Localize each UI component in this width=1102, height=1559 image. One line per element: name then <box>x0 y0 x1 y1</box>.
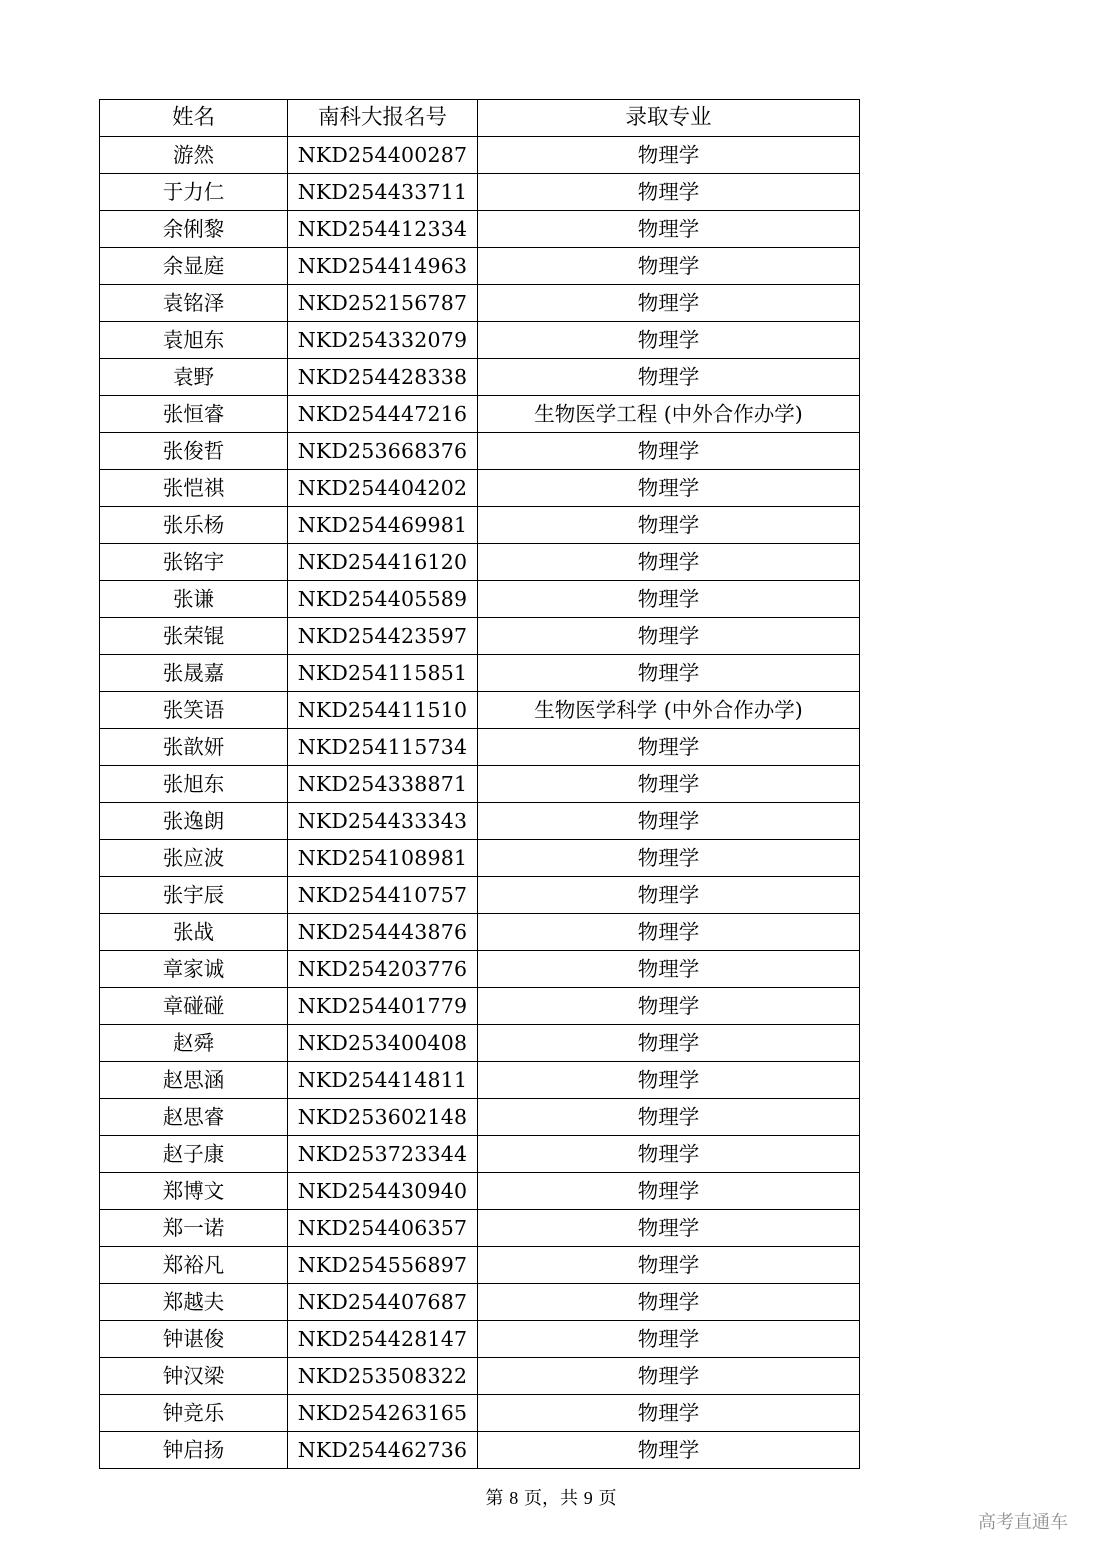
cell-application-id: NKD254443876 <box>288 914 478 951</box>
cell-application-id: NKD254469981 <box>288 507 478 544</box>
table-header-row <box>100 100 860 137</box>
cell-name: 张歆妍 <box>100 729 288 766</box>
cell-major: 物理学 <box>478 951 860 988</box>
cell-application-id: NKD254412334 <box>288 211 478 248</box>
cell-major: 物理学 <box>478 840 860 877</box>
cell-major: 物理学 <box>478 988 860 1025</box>
cell-application-id: NKD253723344 <box>288 1136 478 1173</box>
cell-major: 物理学 <box>478 507 860 544</box>
cell-name: 张荣锟 <box>100 618 288 655</box>
table-row <box>100 322 860 359</box>
cell-major: 物理学 <box>478 1321 860 1358</box>
footer-middle: 页，共 <box>524 1488 578 1509</box>
cell-name: 张逸朗 <box>100 803 288 840</box>
cell-major: 物理学 <box>478 1395 860 1432</box>
cell-application-id: NKD254332079 <box>288 322 478 359</box>
cell-application-id: NKD254263165 <box>288 1395 478 1432</box>
cell-application-id: NKD252156787 <box>288 285 478 322</box>
table-row <box>100 988 860 1025</box>
table-row <box>100 729 860 766</box>
cell-application-id: NKD254447216 <box>288 396 478 433</box>
cell-name: 袁野 <box>100 359 288 396</box>
cell-name: 袁铭泽 <box>100 285 288 322</box>
cell-major: 物理学 <box>478 137 860 174</box>
table-header <box>100 100 860 137</box>
table-row <box>100 877 860 914</box>
table-row <box>100 803 860 840</box>
table-row <box>100 1136 860 1173</box>
cell-application-id: NKD254416120 <box>288 544 478 581</box>
cell-name: 游然 <box>100 137 288 174</box>
table-row <box>100 840 860 877</box>
table-row <box>100 211 860 248</box>
cell-application-id: NKD254407687 <box>288 1284 478 1321</box>
cell-major: 物理学 <box>478 359 860 396</box>
cell-name: 张宇辰 <box>100 877 288 914</box>
cell-application-id: NKD254404202 <box>288 470 478 507</box>
cell-major: 生物医学科学 (中外合作办学) <box>478 692 860 729</box>
cell-name: 郑越夫 <box>100 1284 288 1321</box>
roster-table-wrapper <box>99 99 859 1469</box>
footer-prefix: 第 <box>485 1488 504 1509</box>
cell-name: 赵舜 <box>100 1025 288 1062</box>
page-footer <box>0 1484 1102 1510</box>
cell-major: 物理学 <box>478 1136 860 1173</box>
table-row <box>100 174 860 211</box>
table-row <box>100 1210 860 1247</box>
cell-major: 物理学 <box>478 914 860 951</box>
cell-major: 物理学 <box>478 211 860 248</box>
cell-application-id: NKD254405589 <box>288 581 478 618</box>
table-row <box>100 1062 860 1099</box>
cell-major: 物理学 <box>478 1062 860 1099</box>
cell-major: 物理学 <box>478 803 860 840</box>
cell-name: 赵思睿 <box>100 1099 288 1136</box>
cell-application-id: NKD253400408 <box>288 1025 478 1062</box>
cell-application-id: NKD253508322 <box>288 1358 478 1395</box>
column-header-major: 录取专业 <box>478 100 860 137</box>
cell-application-id: NKD253668376 <box>288 433 478 470</box>
cell-application-id: NKD254414811 <box>288 1062 478 1099</box>
footer-suffix: 页 <box>598 1488 617 1509</box>
cell-major: 物理学 <box>478 766 860 803</box>
cell-name: 余俐黎 <box>100 211 288 248</box>
watermark-text: 高考直通车 <box>978 1512 1068 1533</box>
cell-name: 钟谌俊 <box>100 1321 288 1358</box>
cell-name: 郑博文 <box>100 1173 288 1210</box>
table-row <box>100 655 860 692</box>
column-header-application-id: 南科大报名号 <box>288 100 478 137</box>
table-row <box>100 433 860 470</box>
cell-application-id: NKD254406357 <box>288 1210 478 1247</box>
cell-name: 郑裕凡 <box>100 1247 288 1284</box>
table-row <box>100 914 860 951</box>
table-row <box>100 1099 860 1136</box>
cell-major: 物理学 <box>478 470 860 507</box>
cell-application-id: NKD253602148 <box>288 1099 478 1136</box>
cell-name: 赵子康 <box>100 1136 288 1173</box>
table-row <box>100 285 860 322</box>
table-row <box>100 1284 860 1321</box>
cell-major: 物理学 <box>478 1358 860 1395</box>
cell-major: 物理学 <box>478 581 860 618</box>
cell-name: 张谦 <box>100 581 288 618</box>
cell-application-id: NKD254428338 <box>288 359 478 396</box>
table-row <box>100 359 860 396</box>
cell-application-id: NKD254115734 <box>288 729 478 766</box>
cell-name: 章碰碰 <box>100 988 288 1025</box>
cell-major: 物理学 <box>478 618 860 655</box>
cell-name: 于力仁 <box>100 174 288 211</box>
cell-application-id: NKD254462736 <box>288 1432 478 1469</box>
cell-application-id: NKD254400287 <box>288 137 478 174</box>
footer-page-number: 8 <box>509 1488 519 1508</box>
cell-major: 物理学 <box>478 729 860 766</box>
cell-name: 张应波 <box>100 840 288 877</box>
table-row <box>100 470 860 507</box>
table-row <box>100 1432 860 1469</box>
cell-name: 钟启扬 <box>100 1432 288 1469</box>
cell-major: 物理学 <box>478 544 860 581</box>
table-row <box>100 951 860 988</box>
table-row <box>100 137 860 174</box>
cell-name: 张晟嘉 <box>100 655 288 692</box>
table-row <box>100 1358 860 1395</box>
column-header-name: 姓名 <box>100 100 288 137</box>
table-body <box>100 137 860 1469</box>
table-row <box>100 766 860 803</box>
table-row <box>100 396 860 433</box>
footer-total-pages: 9 <box>583 1488 593 1508</box>
cell-application-id: NKD254411510 <box>288 692 478 729</box>
cell-name: 袁旭东 <box>100 322 288 359</box>
roster-table <box>99 99 860 1469</box>
cell-name: 张旭东 <box>100 766 288 803</box>
table-row <box>100 618 860 655</box>
cell-application-id: NKD254423597 <box>288 618 478 655</box>
cell-major: 物理学 <box>478 285 860 322</box>
cell-application-id: NKD254401779 <box>288 988 478 1025</box>
cell-name: 赵思涵 <box>100 1062 288 1099</box>
table-row <box>100 1247 860 1284</box>
cell-major: 物理学 <box>478 1432 860 1469</box>
cell-major: 物理学 <box>478 1284 860 1321</box>
cell-major: 物理学 <box>478 248 860 285</box>
cell-major: 生物医学工程 (中外合作办学) <box>478 396 860 433</box>
cell-major: 物理学 <box>478 433 860 470</box>
table-row <box>100 1025 860 1062</box>
cell-name: 张铭宇 <box>100 544 288 581</box>
table-row <box>100 581 860 618</box>
table-row <box>100 248 860 285</box>
table-row <box>100 1173 860 1210</box>
cell-name: 张俊哲 <box>100 433 288 470</box>
cell-major: 物理学 <box>478 1025 860 1062</box>
cell-name: 钟汉梁 <box>100 1358 288 1395</box>
cell-major: 物理学 <box>478 322 860 359</box>
cell-major: 物理学 <box>478 1099 860 1136</box>
cell-application-id: NKD254428147 <box>288 1321 478 1358</box>
cell-name: 张恒睿 <box>100 396 288 433</box>
table-row <box>100 692 860 729</box>
cell-application-id: NKD254414963 <box>288 248 478 285</box>
table-row <box>100 544 860 581</box>
cell-name: 张恺祺 <box>100 470 288 507</box>
cell-name: 张笑语 <box>100 692 288 729</box>
cell-name: 章家诚 <box>100 951 288 988</box>
cell-major: 物理学 <box>478 174 860 211</box>
cell-application-id: NKD254433711 <box>288 174 478 211</box>
cell-major: 物理学 <box>478 877 860 914</box>
table-row <box>100 1395 860 1432</box>
cell-application-id: NKD254108981 <box>288 840 478 877</box>
cell-name: 郑一诺 <box>100 1210 288 1247</box>
cell-application-id: NKD254338871 <box>288 766 478 803</box>
cell-application-id: NKD254556897 <box>288 1247 478 1284</box>
cell-application-id: NKD254430940 <box>288 1173 478 1210</box>
cell-major: 物理学 <box>478 655 860 692</box>
cell-name: 张战 <box>100 914 288 951</box>
table-row <box>100 1321 860 1358</box>
cell-application-id: NKD254410757 <box>288 877 478 914</box>
cell-application-id: NKD254203776 <box>288 951 478 988</box>
table-row <box>100 507 860 544</box>
cell-application-id: NKD254433343 <box>288 803 478 840</box>
cell-name: 钟竞乐 <box>100 1395 288 1432</box>
cell-major: 物理学 <box>478 1173 860 1210</box>
cell-name: 余显庭 <box>100 248 288 285</box>
cell-major: 物理学 <box>478 1247 860 1284</box>
cell-application-id: NKD254115851 <box>288 655 478 692</box>
cell-name: 张乐杨 <box>100 507 288 544</box>
cell-major: 物理学 <box>478 1210 860 1247</box>
